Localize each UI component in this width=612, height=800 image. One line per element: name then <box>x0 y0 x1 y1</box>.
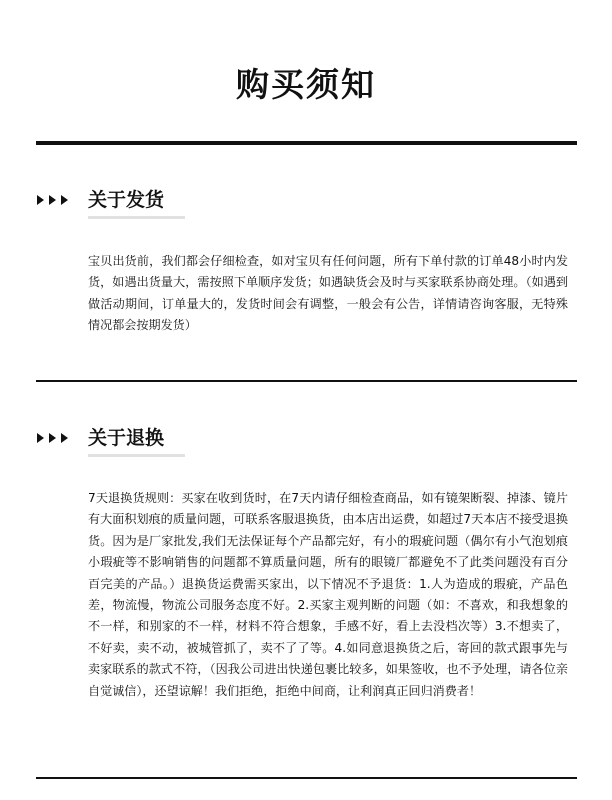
triple-arrow-icon <box>36 185 76 215</box>
page-title: 购买须知 <box>236 65 376 104</box>
section-title: 关于退换 <box>88 427 165 449</box>
section-title-underline <box>88 454 185 457</box>
section-body-shipping: 宝贝出货前，我们都会仔细检查，如对宝贝有任何问题，所有下单付款的订单48小时内发货，如遇出货量大，需按照下单顺序发货；如遇缺货会及时与买家联系协商处理。（如遇到做活动期间，订单量大的，发货时间会有调整，一般会有公告，详情请咨询客服，无特殊情况都会按期发货） <box>88 254 568 333</box>
section-body-returns: 7天退换货规则：买家在收到货时，在7天内请仔细检查商品，如有镜架断裂、掉漆、镜片有大面积划痕的质量问题，可联系客服退换货，由本店出运费，如超过7天本店不接受退换货。因为是厂家批发,我们无法保证每个产品都完好，有小的瑕疵问题（偶尔有小气泡划痕小瑕疵等不影响销售的问题都不算质量问题，所有的眼镜厂都避免不了此类问题没有百分百完美的产品。）退换货运费需买家出，以下情况不予退货：1.人为造成的瑕疵，产品色差，物流慢，物流公司服务态度不好。2.买家主观判断的问题（如：不喜欢，和我想象的不一样，和别家的不一样，材料不符合想象，手感不好，看上去没档次等）3.不想卖了，不好卖，卖不动，被城管抓了，卖不了了等。4.如同意退换货之后，寄回的款式跟事先与卖家联系的款式不符，（因我公司进出快递包裹比较多，如果签收，也不予处理，请各位亲自觉诚信），还望谅解！我们拒绝，拒绝中间商，让利润真正回归消费者！ <box>88 491 568 698</box>
section-divider <box>36 777 577 779</box>
title-divider <box>36 141 577 145</box>
triple-arrow-icon <box>36 423 76 453</box>
section-title-underline <box>88 216 185 219</box>
section-title: 关于发货 <box>88 189 165 211</box>
section-divider <box>36 380 577 382</box>
